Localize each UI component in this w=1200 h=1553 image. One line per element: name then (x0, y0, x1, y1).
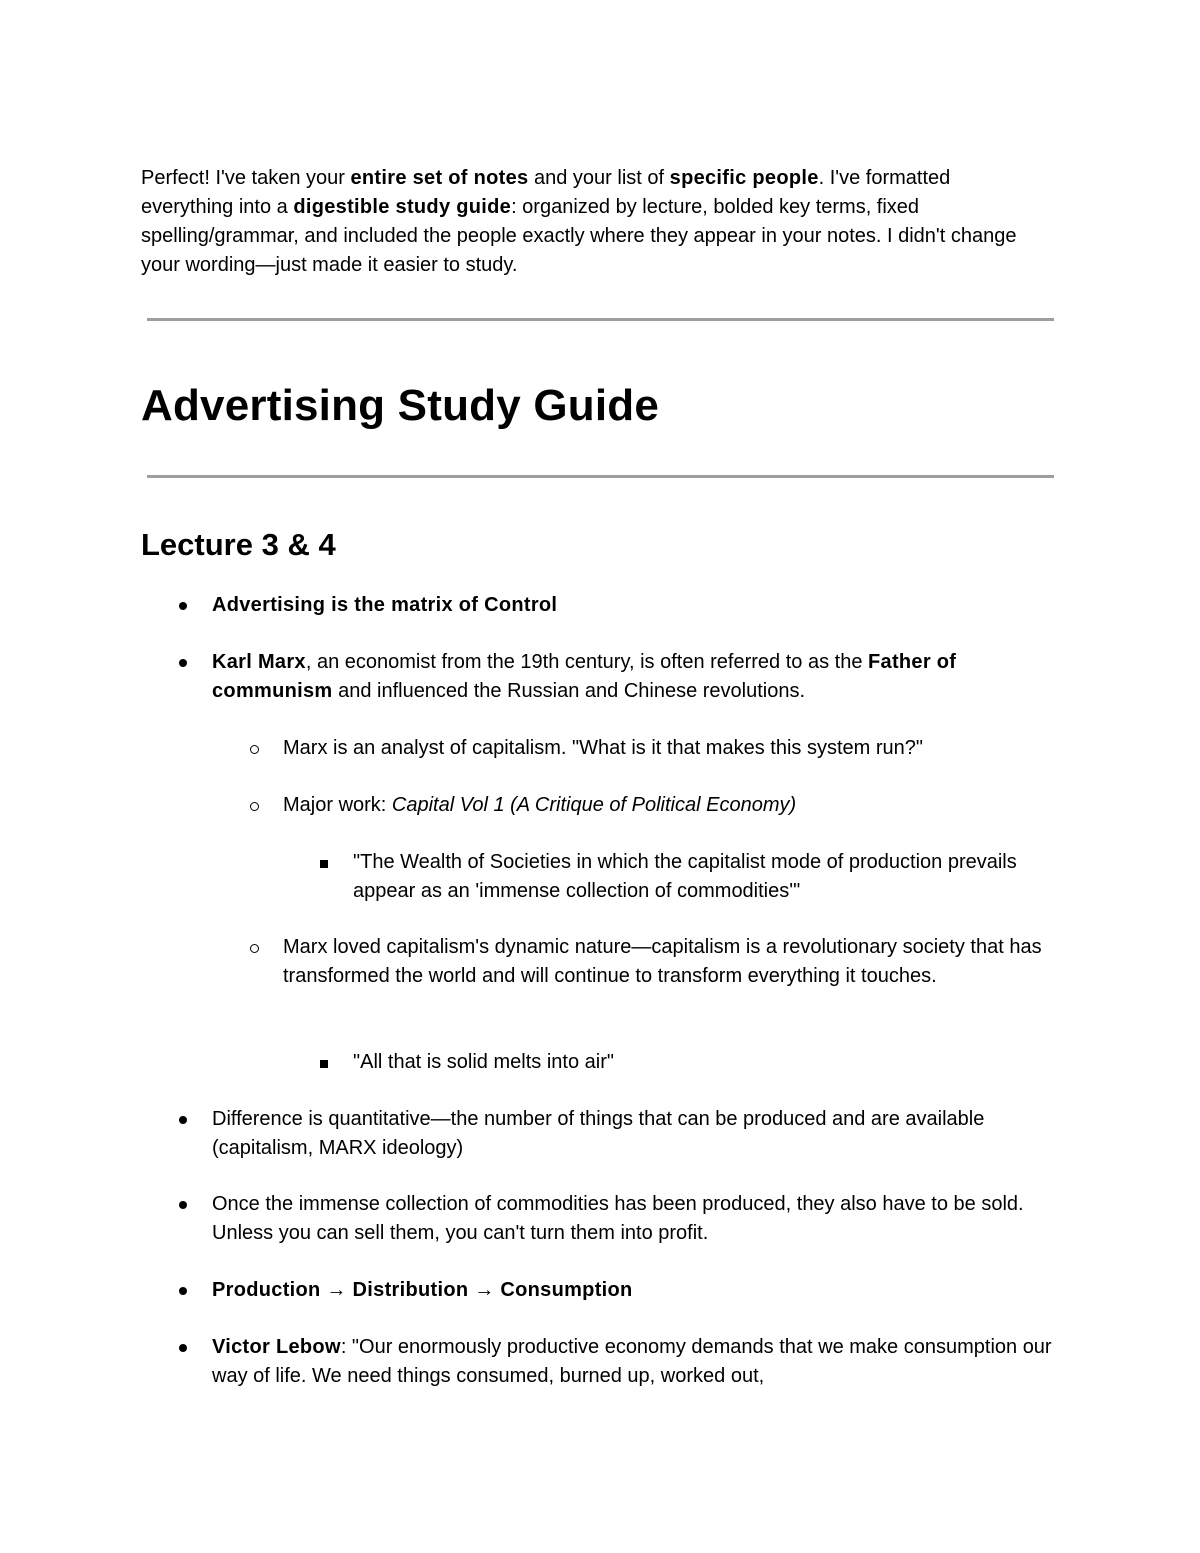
bullet-dot-icon (179, 1287, 187, 1295)
page-title: Advertising Study Guide (141, 381, 659, 430)
list-item-difference (212, 1105, 1057, 1163)
list-item-loved-capitalism (283, 933, 1043, 991)
chain-text: Production → Distribution → Consumption (212, 1279, 633, 1301)
divider-top (147, 318, 1054, 321)
list-item-analyst (283, 734, 1043, 763)
divider-bottom (147, 475, 1054, 478)
intro-bold-people: specific people (669, 167, 819, 189)
once-text: Once the immense collection of commodities has been produced, they also have to be sold. Unless you can sell them, you can't turn them into profit. (212, 1193, 1024, 1244)
lecture-heading: Lecture 3 & 4 (141, 527, 336, 562)
major-work-title: Capital Vol 1 (A Critique of Political Economy) (391, 794, 797, 816)
list-item-major-work (283, 791, 1043, 820)
intro-bold-notes: entire set of notes (350, 167, 529, 189)
karl-marx-text-2: and influenced the Russian and Chinese revolutions. (332, 680, 806, 702)
bullet-circle-icon (250, 745, 259, 754)
bullet-dot-icon (179, 1201, 187, 1209)
difference-text: Difference is quantitative—the number of things that can be produced and are available (capitalism, MARX ideology) (212, 1108, 985, 1159)
intro-text-2: and your list of (528, 167, 670, 189)
list-item-chain (212, 1276, 1057, 1305)
list-item-wealth-quote (353, 848, 1053, 906)
bullet-dot-icon (179, 1116, 187, 1124)
karl-marx-text-1: , an economist from the 19th century, is often referred to as the (305, 651, 868, 673)
loved-capitalism-text: Marx loved capitalism's dynamic nature—capitalism is a revolutionary society that has transformed the world and will continue to transform everything it touches. (283, 936, 1042, 987)
major-work-label: Major work: (283, 794, 392, 816)
bullet-circle-icon (250, 802, 259, 811)
analyst-text: Marx is an analyst of capitalism. "What is it that makes this system run?" (283, 737, 923, 759)
solid-quote-text: "All that is solid melts into air" (353, 1051, 614, 1073)
intro-bold-guide: digestible study guide (293, 196, 512, 218)
matrix-text: Advertising is the matrix of Control (212, 594, 558, 616)
wealth-quote-text: "The Wealth of Societies in which the capitalist mode of production prevails appear as an 'immense collection of commodities'" (353, 851, 1017, 902)
list-item-karl-marx (212, 648, 1057, 706)
victor-lebow-text: : "Our enormously productive economy demands that we make consumption our way of life. We need things consumed, burned up, worked out, (212, 1336, 1052, 1387)
intro-paragraph (141, 164, 1041, 280)
bullet-square-icon (320, 860, 328, 868)
bullet-dot-icon (179, 1344, 187, 1352)
karl-marx-name: Karl Marx (212, 651, 306, 673)
victor-lebow-name: Victor Lebow (212, 1336, 341, 1358)
list-item-matrix (212, 591, 1057, 620)
intro-text-4: : organized by lecture, bolded key terms, fixed spelling/grammar, and included the people exactly where they appear in your notes. I didn't change your wording—just made it easier to study. (141, 196, 1017, 276)
father-of-communism: Father of communism (212, 651, 957, 702)
intro-text-1: Perfect! I've taken your (141, 167, 351, 189)
bullet-dot-icon (179, 659, 187, 667)
list-item-solid-quote (353, 1048, 1053, 1077)
bullet-square-icon (320, 1060, 328, 1068)
list-item-once (212, 1190, 1057, 1248)
intro-text-3: . I've formatted everything into a (141, 167, 951, 218)
bullet-dot-icon (179, 602, 187, 610)
bullet-circle-icon (250, 944, 259, 953)
list-item-victor-lebow (212, 1333, 1057, 1391)
